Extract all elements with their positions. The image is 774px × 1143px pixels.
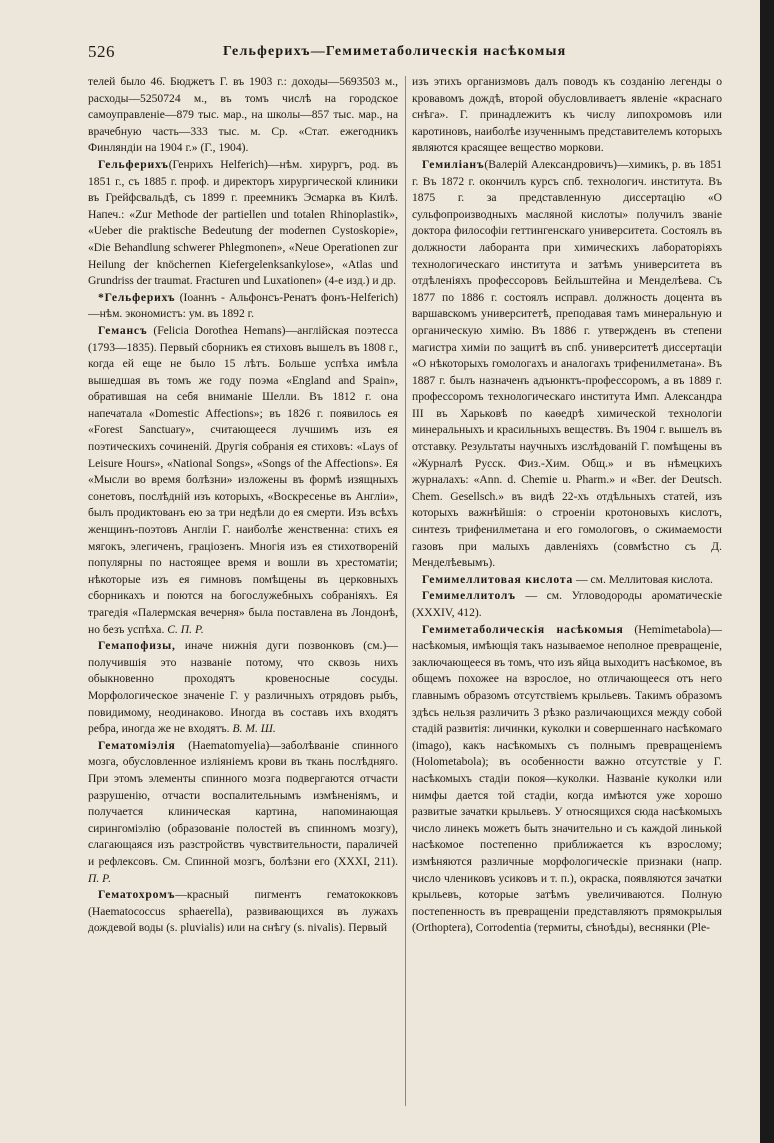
entry-text: иначе нижнія дуги позвонковъ (см.)—получившія это названіе потому, что сквозь нихъ обыкновенно проходятъ кровеносные сосуды. Морфологическое значеніе Г. у различныхъ отрядовъ рыбъ, повидимому, неодинаково. Иногда въ составъ ихъ входятъ ребра, иногда же не входятъ. bbox=[88, 639, 398, 736]
entry-headword: Гемапофизы, bbox=[98, 639, 176, 653]
entry-text: (Haematomyelia)—заболѣваніе спинного мозга, обусловленное изліяніемъ крови въ ткань послѣдняго. При этомъ элементы спинного мозга подвергаются отчасти разрушенію, отчасти воспалительнымъ измѣненіямъ, и получается клиническая картина, напоминающая сирингомiэлію (образованіе полостей въ спинномъ мозгу), слагающаяся изъ разстройствъ чувствительности, параличей и рефлексовъ. См. Спинной мозгъ, болѣзни его (XXXI, 211). bbox=[88, 738, 398, 868]
entry-text: (Іоаннъ - Альфонсъ-Ренатъ фонъ-Helferich)—нѣм. экономистъ: ум. въ 1892 г. bbox=[88, 290, 399, 321]
entry-headword: Гематохромъ bbox=[98, 888, 176, 902]
entry-headword: Гемимеллитовая кислота bbox=[422, 572, 574, 586]
entry-hemapophyses bbox=[88, 638, 398, 738]
entry-headword: Гельферихъ bbox=[98, 157, 169, 171]
page-number: 526 bbox=[88, 42, 115, 61]
entry-headword: Гемиліанъ bbox=[422, 157, 485, 171]
scan-edge bbox=[760, 0, 774, 1143]
entry-hemans bbox=[88, 323, 398, 638]
right-column bbox=[412, 74, 722, 937]
entry-helferich-economist bbox=[88, 290, 398, 323]
entry-haematochrome bbox=[88, 887, 398, 937]
entry-hemimellitic-acid bbox=[412, 572, 722, 589]
entry-haematomyelia bbox=[88, 738, 398, 887]
entry-headword: Гематомiэлія bbox=[98, 738, 176, 752]
running-head: Гельферихъ—Гемиметаболическія насѣкомыя bbox=[223, 44, 567, 59]
author-signature: В. М. Ш. bbox=[232, 722, 276, 736]
entry-text: (Валерій Александровичъ)—химикъ, р. въ 1851 г. Въ 1872 г. окончилъ курсъ спб. технологич. института. Въ 1875 г. за представленную диссертацію «О сульфопроизводныхъ масляной кислоты» получилъ званіе доктора философіи геттингенскаго университета. Состоялъ въ должности лаборанта при химическихъ лабораторіяхъ технологическаго института и затѣмъ университета въ отдѣленіяхъ профессоровъ Бейльштейна и Менделѣева. Съ 1877 по 1886 г. состоялъ исправл. должность доцента въ варшавскомъ университетѣ, преподавая тамъ минеральную и органическую химію. Въ 1886 г. утвержденъ въ степени магистра химіи по защитѣ въ спб. университетѣ диссертаціи «О нѣкоторыхъ гомологахъ и аналогахъ трифенилметана». Въ 1887 г. былъ назначенъ адъюнктъ-профессоромъ, а въ 1889 г. профессоромъ технологическаго института Имп. Александра III въ Харьковѣ по каѳедрѣ химической технологіи минеральныхъ и красильныхъ веществъ. Въ 1904 г. вышелъ въ отставку. Результаты научныхъ изслѣдованій Г. помѣщены въ «Журналѣ Русск. Физ.-Хим. Общ.» и въ нѣмецкихъ журналахъ: «Ann. d. Chemie u. Pharm.» и «Ber. der Deutsch. Chem. Gesellsch.» въ видѣ 22-хъ отдѣльныхъ статей, изъ которыхъ важнѣйшія: о строеніи кротоновыхъ кислотъ, синтезъ трифенилметана и его гомологовъ, о сжимаемости газовъ при малыхъ давленіяхъ (совмѣстно съ Д. Менделѣевымъ). bbox=[412, 157, 722, 570]
entry-text: телей было 46. Бюджетъ Г. въ 1903 г.: доходы—5693503 м., расходы—5250724 м., въ томъ числѣ на городское самоуправленіе—879 тыс. мар., на школы—857 тыс. мар., на врачебную часть—333 тыс. м. Ср. «Стат. ежегодникъ Финляндіи на 1904 г.» (Г., 1904). bbox=[88, 75, 398, 155]
entry-text: (Генрихъ Helferich)—нѣм. хирургъ, род. въ 1851 г., съ 1885 г. проф. и директоръ хирургической клиники въ Грейфсвальдѣ, съ 1899 г. преемникъ Эсмарка въ Килѣ. Напеч.: «Zur Methode der partiellen und totalen Rhinoplastik», «Ueber die praktische Bedeutung der modernen Cystoskopie», «Die Behandlung schwerer Phlegmonen», «Neue Operationen zur Heilung der knöchernen Kiefergelenksankylose», «Atlas und Grundriss der traumat. Fracturen und Luxationen» (4-е изд.) и др. bbox=[88, 157, 398, 288]
entry-text: (Hemimetabola)—насѣкомыя, имѣющія такъ называемое неполное превращеніе, заключающееся въ томъ, что изъ яйца выходитъ насѣкомое, въ общемъ похожее на взрослое, но отличающееся отъ него главнымъ образомъ отсутствіемъ крыльевъ. Такимъ образомъ здѣсь нельзя различить 3 рѣзко различающихся между собой стадій развитія: личинки, куколки и совершеннаго насѣкомаго (imago), какъ насѣкомыхъ съ полнымъ превращеніемъ (Holometabola); въ особенности важно отсутствіе у Г. насѣкомыхъ стадіи покоя—куколки. Названіе куколки или нимфы дается той стадіи, когда имѣются уже хорошо развитые зачатки крыльевъ. У относящихся сюда насѣкомыхъ число линекъ можетъ быть значительно и съ каждой линькой насѣкомое постепенно приближается къ взрослому; измѣняются различные морфологическіе признаки (напр. число члениковъ усиковъ и т. п.), окраска, появляются зачатки крыльевъ, которые затѣмъ увеличиваются. Полную постепенность въ превращеніи представляютъ прямокрылыя (Orthoptera), Corrodentia (термиты, сѣноѣды), веснянки (Ple- bbox=[412, 622, 722, 935]
entry-text: — см. Меллитовая кислота. bbox=[576, 572, 713, 586]
entry-hemimetabola bbox=[412, 622, 722, 937]
left-column bbox=[88, 74, 398, 937]
column-divider bbox=[405, 76, 406, 1106]
entry-continuation bbox=[412, 74, 722, 157]
entry-text: —красный пигментъ гематококковъ (Haematococcus sphaerella), развивающихся въ лужахъ дождевой воды (s. pluvialis) или на снѣгу (s. nivalis). Первый bbox=[88, 888, 398, 935]
author-signature: С. П. Р. bbox=[167, 622, 204, 636]
entry-headword: *Гельферихъ bbox=[98, 290, 176, 304]
entry-text: (Felicia Dorothea Hemans)—англійская поэтесса (1793—1835). Первый сборникъ ея стиховъ вышелъ въ 1808 г., когда ей еще не было 15 лѣтъ. Больше успѣха имѣла вышедшая въ томъ же году поэма «England and Spain», обратившая на себя вниманіе Шелли. Въ 1812 г. она напечатала «Domestic Affections»; въ 1826 г. появилось ея «Forest Sanctuary», считающееся лучшимъ изъ ея поэтическихъ сочиненій. Другія собранія ея стиховъ: «Lays of Leisure Hours», «National Songs», «Songs of the Affections». Ея «Мысли во время болѣзни» изложены въ формѣ изящныхъ сонетовъ, послѣдній изъ которыхъ, «Воскресенье въ Англіи», былъ продиктованъ ею за три недѣли до ея смерти. Изъ всѣхъ женщинъ-поэтовъ Англіи Г. наиболѣе женственна: стихъ ея мягокъ, элегиченъ, граціозенъ. Многія изъ ея стихотвореній популярны по настоящее время и вошли въ хрестоматіи; нѣкоторые изъ ея гимновъ помѣщены въ церковныхъ сборникахъ и поются на богослужебныхъ собраніяхъ. Ея трагедія «Палермская вечерня» была поставлена въ Лондонѣ, но безъ успѣха. bbox=[88, 323, 398, 636]
entry-headword: Геманcъ bbox=[98, 323, 148, 337]
entry-text: — см. Угловодороды ароматическіе (XXXIV, 412). bbox=[412, 589, 722, 619]
entry-gemilian bbox=[412, 157, 722, 572]
page-header bbox=[88, 42, 728, 66]
entry-hemimellitol bbox=[412, 588, 722, 621]
author-signature: П. Р. bbox=[88, 871, 111, 885]
entry-helferich bbox=[88, 157, 398, 290]
entry-continuation bbox=[88, 74, 398, 157]
entry-text: изъ этихъ организмовъ далъ поводъ къ созданію легенды о кровавомъ дождѣ, второй обусловливаетъ явленіе «краснаго снѣга». Г. принадлежитъ къ числу липохромовъ или каротиновъ, наиболѣе изученнымъ представителемъ которыхъ являются красящее вещество моркови. bbox=[412, 75, 722, 155]
entry-headword: Гемиметаболическія насѣкомыя bbox=[422, 622, 624, 636]
entry-headword: Гемимеллитолъ bbox=[422, 589, 516, 603]
